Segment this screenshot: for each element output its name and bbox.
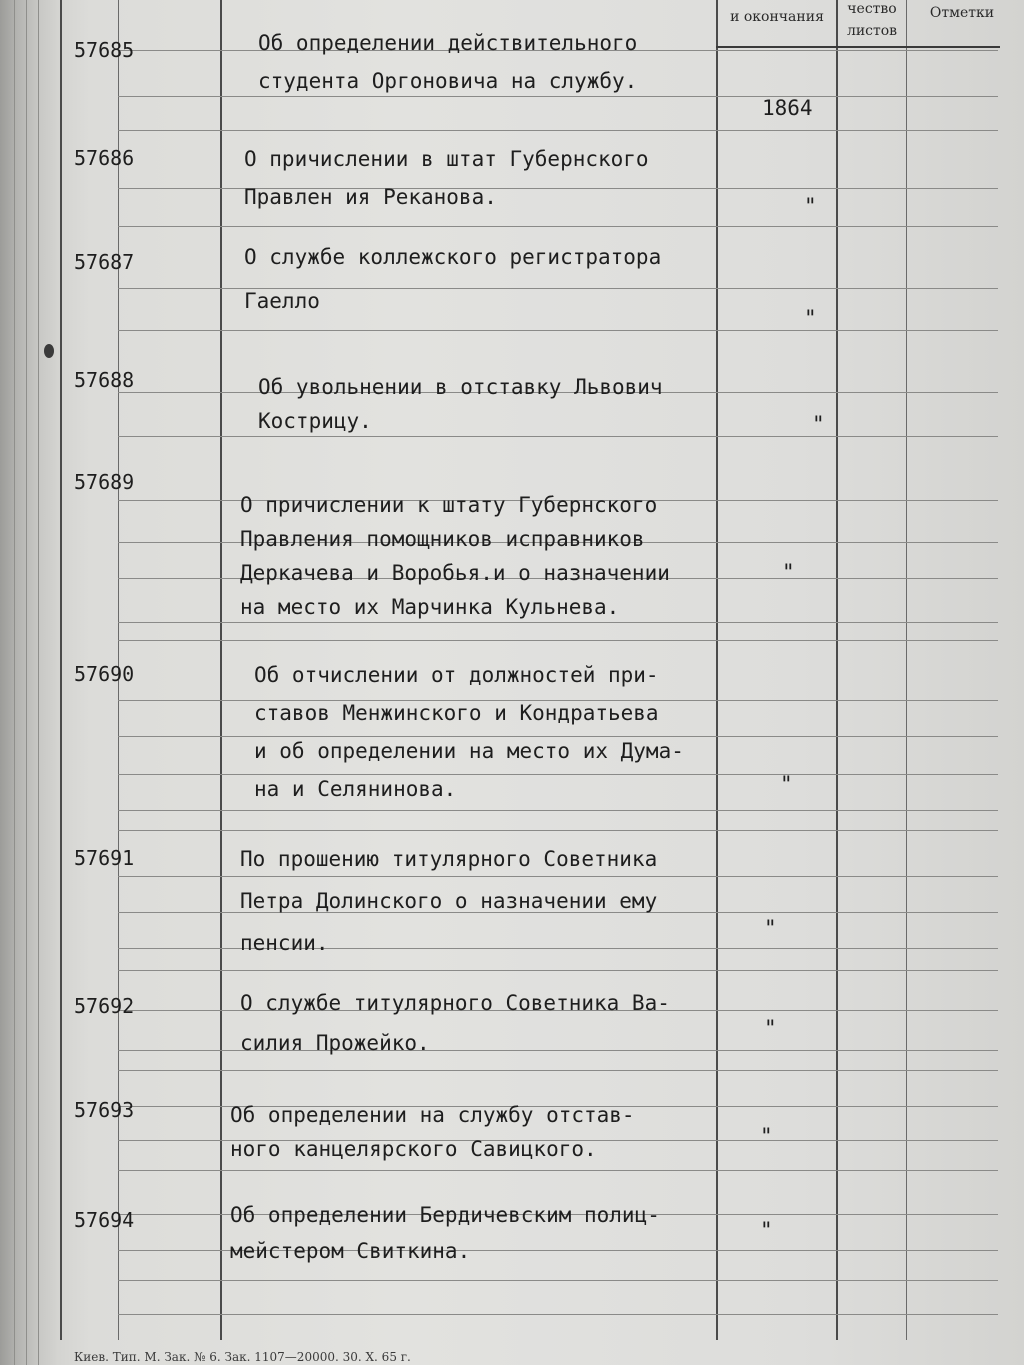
entry-title-line: Кострицу. [258,409,372,433]
entry-title-line: Об определении на службу отстав- [230,1103,635,1127]
column-rule [60,0,62,1340]
entry-title [258,376,663,444]
entry-title [254,664,684,816]
binding-edge [14,0,15,1365]
entry-number: 57691 [74,846,135,870]
entry-title [258,32,637,108]
entry-title-line: Об увольнении в отставку Львович [258,375,663,399]
entry-number: 57686 [74,146,135,170]
entry-title-line: на место их Марчинка Кульнева. [240,595,620,619]
ruled-line [118,1280,998,1281]
entry-title-line: О причислении в штат Губернского [244,147,649,171]
entry-number: 57690 [74,662,135,686]
entry-title-line: Правлен ия Реканова. [244,185,497,209]
entry-number: 57689 [74,470,135,494]
entry-number: 57694 [74,1208,135,1232]
entry-number: 57687 [74,250,135,274]
printer-imprint: Киев. Тип. М. Зак. № 6. Зак. 1107—20000. 30. X. 65 г. [74,1350,411,1364]
entry-end-date: " [804,306,817,330]
binding-stitch [44,344,54,358]
entry-title-line: мейстером Свиткина. [230,1239,471,1263]
entry-title [230,1104,635,1172]
entry-title-line: на и Селянинова. [254,777,457,801]
entry-title-line: О причислении к штату Губернского [240,493,658,517]
entry-title-line: Гаелло [244,289,320,313]
entry-title-line: Об определении Бердичевским полиц- [230,1203,660,1227]
ruled-line [118,1314,998,1315]
entry-title [240,992,670,1072]
entry-title-line: ного канцелярского Савицкого. [230,1137,597,1161]
entry-title-line: студента Оргоновича на службу. [258,69,638,93]
entry-title-line: О службе коллежского регистратора [244,245,662,269]
entry-title-line: пенсии. [240,931,329,955]
column-header-end-date: и окончания [730,9,824,25]
ruled-line [118,130,998,131]
entry-end-date: " [812,412,825,436]
column-rule [906,0,907,1340]
entry-title-line: Об отчислении от должностей при- [254,663,659,687]
entry-title-line: ставов Менжинского и Кондратьева [254,701,659,725]
entry-number: 57685 [74,38,135,62]
column-rule [836,0,838,1340]
header-rule [716,46,1000,48]
column-rule [716,0,718,1340]
entry-number: 57693 [74,1098,135,1122]
entry-title [244,246,661,334]
column-rule [220,0,222,1340]
entry-title-line: По прошению титулярного Советника [240,847,658,871]
ruled-line [118,640,998,641]
entry-title-line: Правления помощников исправников [240,527,645,551]
entry-end-date: " [760,1124,773,1148]
entry-title-line: Петра Долинского о назначении ему [240,889,658,913]
binding-edge [26,0,27,1365]
binding-edge [38,0,39,1365]
book-binding [0,0,56,1365]
entry-title-line: силия Прожейко. [240,1031,430,1055]
entry-title-line: Об определении действительного [258,31,638,55]
entry-end-date: " [764,1016,777,1040]
entry-end-date: " [782,560,795,584]
entry-title-line: Деркачева и Вoробья.и о назначении [240,561,670,585]
entry-title-line: О службе титулярного Советника Ва- [240,991,670,1015]
entry-number: 57692 [74,994,135,1018]
entry-number: 57688 [74,368,135,392]
entry-title [240,494,670,630]
entry-end-date: 1864 [762,96,813,120]
entry-title [240,848,657,974]
entry-title [230,1204,660,1276]
entry-end-date: " [780,772,793,796]
column-header-sheets-bottom: листов [846,23,898,39]
column-header-sheets-top: чество [847,1,897,17]
column-header-marks: Отметки [929,5,995,21]
entry-end-date: " [764,916,777,940]
ruled-line [118,226,998,227]
entry-title [244,148,649,224]
entry-end-date: " [804,194,817,218]
entry-title-line: и об определении на место их Дума- [254,739,684,763]
entry-end-date: " [760,1218,773,1242]
ruled-line [118,830,998,831]
